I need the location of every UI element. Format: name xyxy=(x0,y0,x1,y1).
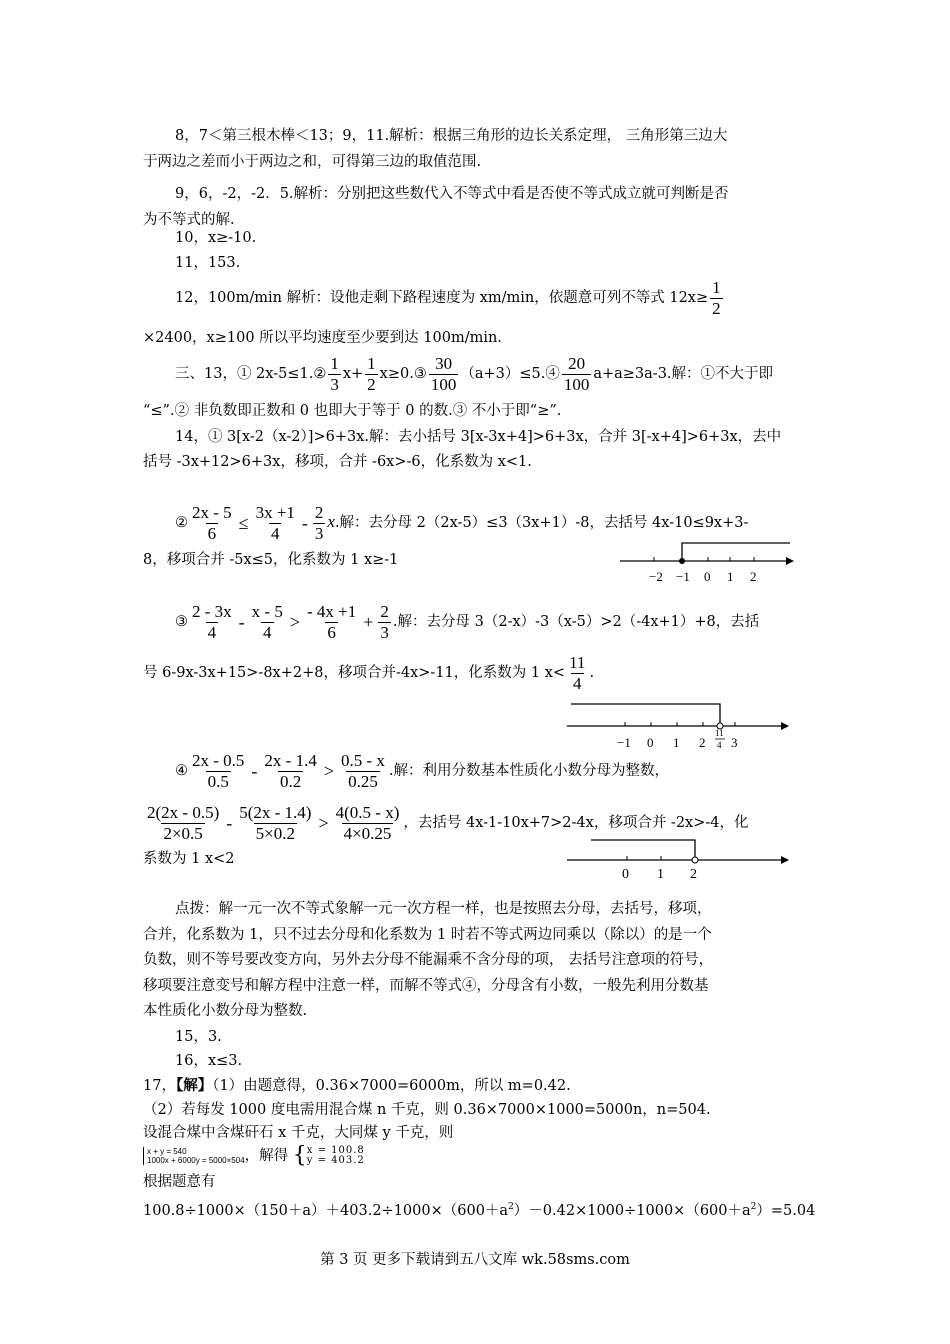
number-line-1 xyxy=(618,535,798,585)
svg-text:0: 0 xyxy=(647,735,654,750)
fraction: $\frac{2}{3}$ xyxy=(314,502,324,543)
fraction: $\frac{2(2x - 0.5)}{2\times 0.5}$ xyxy=(147,802,220,843)
answer-16: 16，x≤3. xyxy=(175,1053,243,1069)
number-line-2 xyxy=(565,692,795,754)
tick-label: 2 xyxy=(750,569,757,584)
answer-13-line2: “≤”.② 非负数即正数和 0 也即大于等于 0 的数.③ 不小于即“≥”. xyxy=(143,403,562,419)
fraction-eleven-quarters: $\frac{11}{4}$ xyxy=(569,652,586,693)
answer-17-line2: （2）若每发 1000 度电需用混合煤 n 千克，则 0.36×7000×1000=5000n，n=504. xyxy=(143,1102,711,1118)
fraction: $\frac{- 4x +1}{6}$ xyxy=(307,601,357,642)
svg-text:2: 2 xyxy=(699,735,706,750)
fraction: $\frac{30}{100}$ xyxy=(430,353,457,394)
equation-systems: x + y = 540 1000x + 6000y = 5000×504 ，解得 { x = 100.8 y = 403.2 xyxy=(143,1145,365,1171)
svg-text:1: 1 xyxy=(673,735,680,750)
tip-line3: 负数，则不等号要改变方向，另外去分母不能漏乘不含分母的项， 去括号注意项的符号， xyxy=(143,952,714,968)
tip-line1: 点拨：解一元一次不等式象解一元一次方程一样，也是按照去分母，去括号，移项， xyxy=(175,901,712,917)
answer-8-line2: 于两边之差而小于两边之和，可得第三边的取值范围. xyxy=(143,154,482,170)
system-solution: x = 100.8 y = 403.2 xyxy=(306,1145,365,1166)
tip-line4: 移项要注意变号和解方程中注意一样，而解不等式④，分母含有小数，一般先利用分数基 xyxy=(143,978,709,994)
tick-label: −2 xyxy=(649,569,663,584)
fraction: $\frac{x - 5}{4}$ xyxy=(251,601,283,642)
answer-14-part4-line1: ④ $\frac{2x - 0.5}{0.5}$ - $\frac{2x - 1.4}{0.2}$ > $\frac{0.5 - x}{0.25}$ .解：利用分数基本性质化小数分母为整数， xyxy=(175,750,670,791)
answer-14-part4-line3: 系数为 1 x<2 xyxy=(143,851,235,867)
fraction: $\frac{3x +1}{4}$ xyxy=(255,502,295,543)
answer-14-part4-line2: $\frac{2(2x - 0.5)}{2\times 0.5}$ - $\frac{5(2x - 1.4)}{5\times 0.2}$ > $\frac{4(0.5 - x)}{4\times 0.25}$ ，去括号 4x-1-10x+7>2-4x，移项合并 -2x>-4，化 xyxy=(147,802,749,843)
answer-14-line2: 括号 -3x+12>6+3x，移项，合并 -6x>-6，化系数为 x<1. xyxy=(143,454,532,470)
number-line-3 xyxy=(565,832,795,882)
answer-10: 10，x≥-10. xyxy=(175,230,257,246)
answer-13-line1: 三、13，① 2x-5≤1.② $\frac{1}{3}$ x+ $\frac{1}{2}$ x≥0.③ $\frac{30}{100}$ （a+3）≤5.④ $\frac{20}{100}$ a+a≥3a-3.解：①不大于即 xyxy=(175,353,774,394)
answer-14-part2-line2: 8，移项合并 -5x≤5，化系数为 1 x≥-1 xyxy=(143,552,399,568)
fraction: $\frac{20}{100}$ xyxy=(563,353,590,394)
answer-12-line1 xyxy=(175,278,725,318)
system-equations: x + y = 540 1000x + 6000y = 5000×504 xyxy=(143,1147,245,1165)
answer-11: 11，153. xyxy=(175,255,241,271)
tick-label: −1 xyxy=(676,569,690,584)
answer-15: 15，3. xyxy=(175,1029,222,1045)
tick-label: 1 xyxy=(727,569,734,584)
svg-text:1: 1 xyxy=(657,867,664,882)
answer-17-line4: 根据题意有 xyxy=(143,1174,216,1190)
svg-text:11: 11 xyxy=(715,728,724,738)
svg-text:4: 4 xyxy=(717,740,722,750)
svg-text:−1: −1 xyxy=(617,735,631,750)
answer-8-line1: 8，7＜第三根木棒＜13；9，11.解析：根据三角形的边长关系定理， 三角形第三边大 xyxy=(175,128,728,144)
fraction: $\frac{1}{3}$ xyxy=(330,353,339,394)
answer-14-part3-line1: ③ $\frac{2 - 3x}{4}$ - $\frac{x - 5}{4}$ > $\frac{- 4x +1}{6}$ + $\frac{2}{3}$ .解：去分母 3（2-x）-3（x-5）>2（-4x+1）+8，去括 xyxy=(175,601,760,642)
tick-label: 0 xyxy=(704,569,711,584)
answer-9-line1: 9，6，-2，-2．5.解析：分别把这些数代入不等式中看是否使不等式成立就可判断是否 xyxy=(175,186,729,202)
answer-17-line5: $100.8\div 1000\times(150+a)+403.2\div 1000\times(600+a^2)-0.42\times 1000\div 1000\times(600+a^2)=5.04$ xyxy=(143,1202,816,1219)
answer-12-line2: ×2400，x≥100 所以平均速度至少要到达 100m/min. xyxy=(143,330,502,346)
answer-14-part2-line1: ② $\frac{2x - 5}{6}$ ≤ $\frac{3x +1}{4}$ - $\frac{2}{3}$ x.解：去分母 2（2x-5）≤3（3x+1）-8，去括号 4x-10≤9x+3- xyxy=(175,502,749,543)
answer-17-line1: 17，【解】（1）由题意得，0.36×7000=6000m，所以 m=0.42. xyxy=(143,1077,571,1094)
fraction: $\frac{2x - 1.4}{0.2}$ xyxy=(264,750,317,791)
tip-line5: 本性质化小数分母为整数. xyxy=(143,1003,308,1019)
fraction: $\frac{4(0.5 - x)}{4\times 0.25}$ xyxy=(335,802,400,843)
fraction-one-half: $\frac{1}{2}$ xyxy=(712,278,721,318)
fraction: $\frac{2x - 0.5}{0.5}$ xyxy=(192,750,245,791)
fraction: $\frac{2}{3}$ xyxy=(380,601,389,642)
answer-17-line3: 设混合煤中含煤矸石 x 千克，大同煤 y 千克，则 xyxy=(143,1125,454,1141)
answer-9-line2: 为不等式的解. xyxy=(143,212,235,228)
fraction: $\frac{2x - 5}{6}$ xyxy=(192,502,232,543)
fraction: $\frac{1}{2}$ xyxy=(367,353,376,394)
answer-12-text: 12，100m/min 解析：设他走剩下路程速度为 xm/min，依题意可列不等式 12x≥ xyxy=(175,290,709,307)
svg-text:2: 2 xyxy=(690,867,697,882)
fraction: $\frac{5(2x - 1.4)}{5\times 0.2}$ xyxy=(239,802,312,843)
tip-line2: 合并，化系数为 1，只不过去分母和化系数为 1 时若不等式两边同乘以（除以）的是一个 xyxy=(143,927,712,943)
svg-text:3: 3 xyxy=(731,735,738,750)
answer-14-line1: 14，① 3[x-2（x-2）]>6+3x.解：去小括号 3[x-3x+4]>6+3x，合并 3[-x+4]>6+3x，去中 xyxy=(175,429,782,445)
svg-text:0: 0 xyxy=(622,867,629,882)
page-footer: 第 3 页 更多下载请到五八文库 wk.58sms.com xyxy=(320,1252,630,1268)
answer-14-part3-line2: 号 6-9x-3x+15>-8x+2+8，移项合并-4x>-11，化系数为 1 x< $\frac{11}{4}$ . xyxy=(143,652,595,693)
fraction: $\frac{0.5 - x}{0.25}$ xyxy=(341,750,385,791)
fraction: $\frac{2 - 3x}{4}$ xyxy=(192,601,232,642)
